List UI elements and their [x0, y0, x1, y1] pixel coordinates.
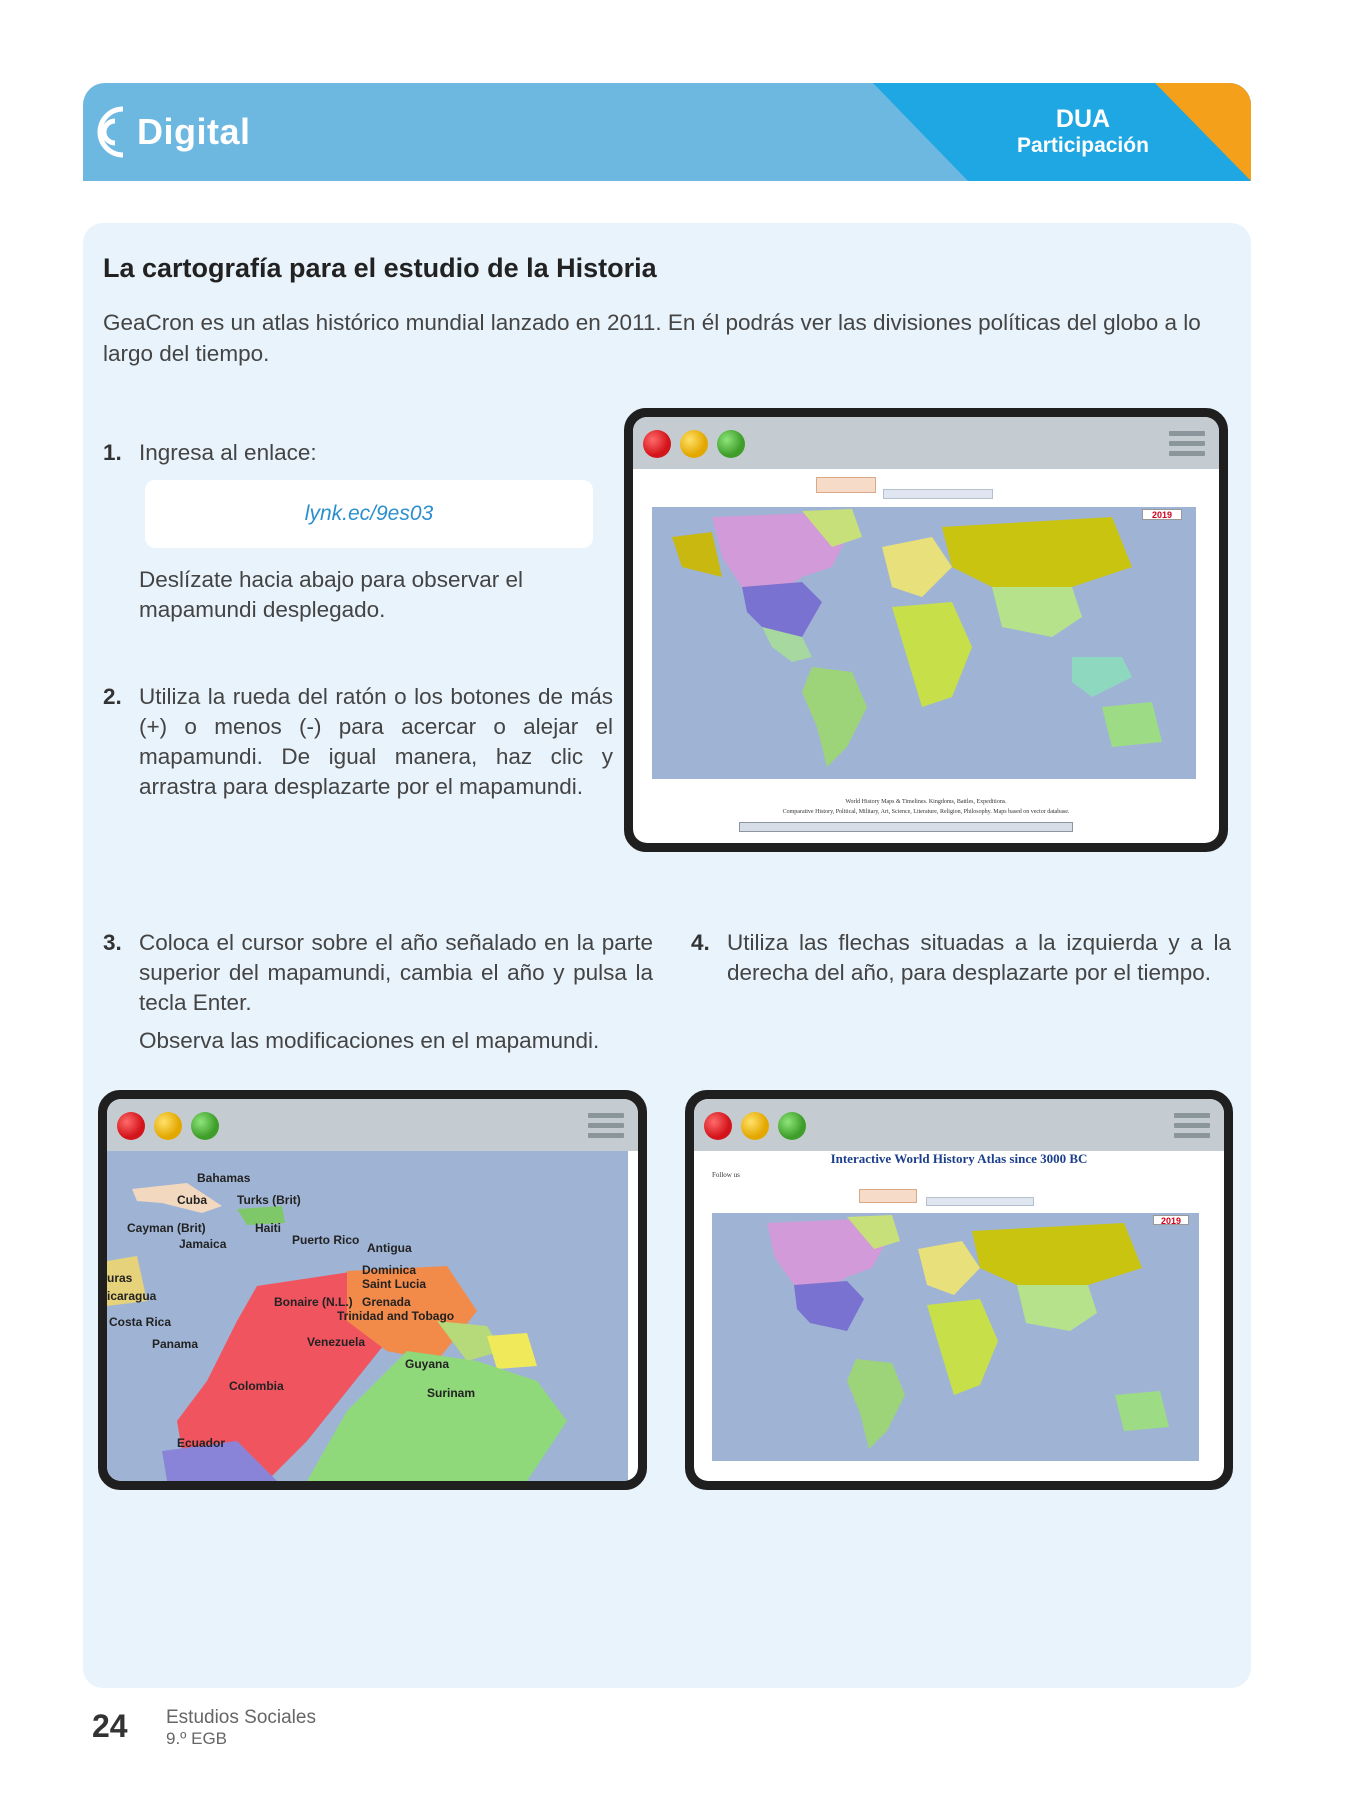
page-number: 24	[92, 1708, 128, 1744]
step-number: 4.	[691, 930, 710, 955]
world-map-shapes	[712, 1213, 1199, 1461]
maximize-dot-icon[interactable]	[717, 430, 745, 458]
header-banner	[83, 83, 1251, 181]
map-label: Guyana	[405, 1357, 450, 1371]
map-footer-line-2: Comparative History, Political, Military, Art, Science, Literature, Religion, Philosophy. Maps based on vector database.	[782, 809, 1070, 815]
step-text: Utiliza las flechas situadas a la izquierda y a la derecha del año, para desplazarte por el tiempo.	[727, 930, 1231, 985]
map-label: Dominica	[362, 1263, 417, 1277]
map-label: Cayman (Brit)	[127, 1221, 206, 1235]
browser-frame-atlas-page	[685, 1090, 1233, 1490]
step-text: Ingresa al enlace:	[139, 440, 317, 465]
map-bottom-bar	[739, 822, 1073, 832]
step-extra: Observa las modificaciones en el mapamundi.	[139, 1028, 600, 1053]
browser-content	[694, 1151, 1224, 1481]
menu-icon[interactable]	[588, 1113, 624, 1141]
minimize-dot-icon[interactable]	[154, 1112, 182, 1140]
minimize-dot-icon[interactable]	[741, 1112, 769, 1140]
browser-content	[107, 1151, 638, 1481]
map-label: icaragua	[107, 1289, 157, 1303]
step-text: Deslízate hacia abajo para observar el mapamundi desplegado.	[139, 567, 523, 622]
world-map-shapes	[652, 507, 1196, 779]
footer-grade: 9.º EGB	[166, 1729, 228, 1748]
map-label: Turks (Brit)	[237, 1193, 301, 1207]
premium-badge	[816, 477, 876, 493]
map-label: Ecuador	[177, 1436, 226, 1450]
activity-title: La cartografía para el estudio de la Historia	[103, 253, 657, 283]
link-box[interactable]	[145, 480, 593, 548]
browser-content	[633, 469, 1219, 843]
map-label: Panama	[152, 1337, 199, 1351]
premium-badge	[859, 1189, 917, 1203]
browser-frame-world-map	[624, 408, 1228, 852]
maximize-dot-icon[interactable]	[191, 1112, 219, 1140]
dua-title: DUA	[1055, 105, 1111, 133]
map-label: Bahamas	[197, 1171, 251, 1185]
browser-titlebar	[107, 1099, 638, 1151]
map-label: Colombia	[229, 1379, 284, 1393]
map-label: Bonaire (N.L.)	[274, 1295, 353, 1309]
map-label: Costa Rica	[109, 1315, 172, 1329]
step-4	[691, 928, 1231, 988]
geacron-link[interactable]: lynk.ec/9es03	[304, 502, 434, 525]
menu-icon[interactable]	[1174, 1113, 1210, 1141]
browser-frame-zoomed-map	[98, 1090, 647, 1490]
follow-us[interactable]: Follow us	[712, 1171, 740, 1179]
year-input[interactable]: 2019	[1153, 1215, 1189, 1225]
map-label: Antigua	[367, 1241, 412, 1255]
step-number: 1.	[103, 440, 122, 465]
close-dot-icon[interactable]	[704, 1112, 732, 1140]
map-label: Cuba	[177, 1193, 207, 1207]
minimize-dot-icon[interactable]	[680, 430, 708, 458]
map-label: Grenada	[362, 1295, 411, 1309]
step-1	[103, 438, 613, 468]
menu-icon[interactable]	[1169, 431, 1205, 459]
atlas-heading: Interactive World History Atlas since 3000 BC	[830, 1151, 1088, 1166]
map-label: Jamaica	[179, 1237, 227, 1251]
map-label: Saint Lucia	[362, 1277, 427, 1291]
map-label: Puerto Rico	[292, 1233, 360, 1247]
map-label: Surinam	[427, 1386, 476, 1400]
caribbean-map[interactable]	[107, 1151, 628, 1481]
step-2	[103, 682, 613, 802]
step-text: Utiliza la rueda del ratón o los botones de más (+) o menos (-) para acercar o alejar el mapamundi. De igual manera, haz clic y arrastra para desplazarte por el mapamundi.	[139, 684, 613, 799]
time-controls[interactable]	[926, 1197, 1034, 1206]
activity-intro: GeaCron es un atlas histórico mundial lanzado en 2011. En él podrás ver las divisiones políticas del globo a lo largo del tiempo.	[103, 310, 1201, 366]
step-number: 3.	[103, 930, 122, 955]
footer-subject: Estudios Sociales	[166, 1707, 316, 1728]
map-label: Venezuela	[307, 1335, 366, 1349]
brand	[83, 97, 251, 167]
brand-label: Digital	[137, 111, 251, 152]
browser-titlebar	[694, 1099, 1224, 1151]
map-label: Trinidad and Tobago	[337, 1309, 455, 1323]
digital-logo-icon	[83, 97, 129, 167]
close-dot-icon[interactable]	[117, 1112, 145, 1140]
map-footer-line-1: World History Maps & Timelines. Kingdoms, Battles, Expeditions.	[845, 799, 1007, 805]
map-label: Haiti	[255, 1221, 282, 1235]
dua-subtitle: Participación	[1017, 134, 1149, 157]
browser-titlebar	[633, 417, 1219, 469]
step-number: 2.	[103, 684, 122, 709]
world-map[interactable]	[652, 507, 1196, 779]
map-label: uras	[107, 1271, 133, 1285]
maximize-dot-icon[interactable]	[778, 1112, 806, 1140]
step-text: Coloca el cursor sobre el año señalado en la parte superior del mapamundi, cambia el año y pulsa la tecla Enter.	[139, 930, 653, 1015]
dua-badge	[1013, 105, 1153, 159]
step-1-extra	[103, 565, 613, 625]
year-input[interactable]: 2019	[1142, 509, 1182, 520]
time-controls[interactable]	[883, 489, 993, 499]
close-dot-icon[interactable]	[643, 430, 671, 458]
step-3	[103, 928, 653, 1056]
world-map[interactable]	[712, 1213, 1199, 1461]
